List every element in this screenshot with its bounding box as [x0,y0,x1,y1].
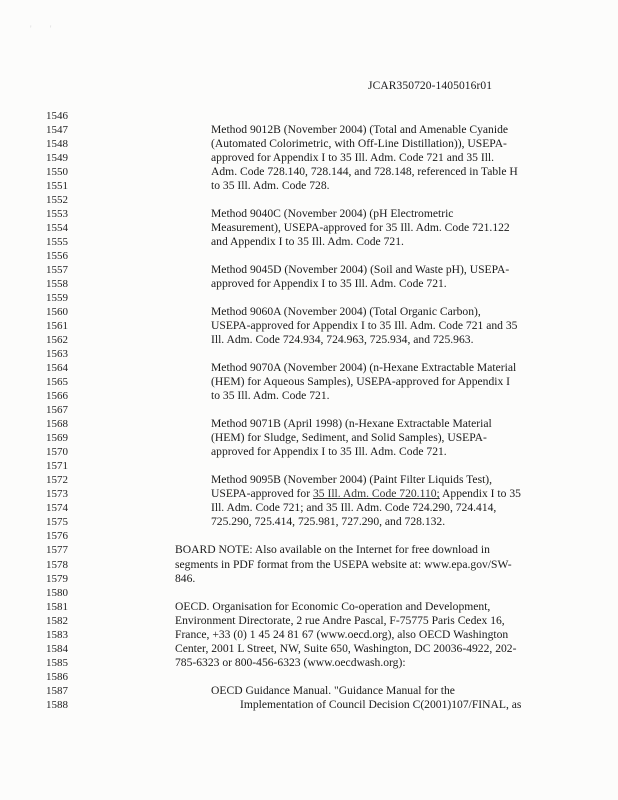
document-line [0,389,618,403]
line-number: 1588 [46,698,68,711]
line-text: to 35 Ill. Adm. Code 721. [211,389,330,403]
document-line [0,305,618,319]
line-text: segments in PDF format from the USEPA website at: www.epa.gov/SW- [175,557,512,571]
document-line [0,459,618,473]
line-number: 1558 [46,278,68,291]
line-text: OECD Guidance Manual. "Guidance Manual for the [211,683,455,697]
document-line [0,123,618,137]
line-number: 1546 [46,110,68,122]
line-number: 1567 [46,404,68,417]
line-number: 1578 [46,558,68,571]
line-text: Method 9045D (November 2004) (Soil and Waste pH), USEPA- [211,263,510,277]
line-text: 846. [175,571,196,585]
document-line [0,642,618,656]
document-line [0,319,618,333]
line-text: (HEM) for Aqueous Samples), USEPA-approved for Appendix I [211,375,511,389]
document-line [0,656,618,670]
line-text: BOARD NOTE: Also available on the Internet for free download in [175,543,490,557]
line-text: Environment Directorate, 2 rue Andre Pascal, F-75775 Paris Cedex 16, [175,613,505,627]
document-line [0,515,618,529]
line-number: 1586 [46,670,68,683]
line-text: Method 9071B (April 1998) (n-Hexane Extractable Material [211,417,492,431]
line-text-segment: Appendix I to 35 [439,487,521,501]
document-line [0,179,618,193]
line-number: 1565 [46,376,68,389]
line-number: 1587 [46,684,68,697]
line-number: 1573 [46,488,68,501]
line-number: 1556 [46,250,68,263]
document-line [0,628,618,642]
line-text: Method 9070A (November 2004) (n-Hexane Extractable Material [211,361,517,375]
numbered-lines [0,109,618,712]
line-number: 1569 [46,432,68,445]
document-line [0,137,618,151]
line-text: Measurement), USEPA-approved for 35 Ill. Adm. Code 721.122 [211,221,510,235]
document-line [0,473,618,487]
document-line [0,109,618,123]
line-number: 1563 [46,348,68,361]
line-text: approved for Appendix I to 35 Ill. Adm. Code 721. [211,277,447,291]
line-number: 1564 [46,362,68,375]
line-number: 1561 [46,320,68,333]
line-text: France, +33 (0) 1 45 24 81 67 (www.oecd.org), also OECD Washington [175,627,509,641]
line-text: Method 9040C (November 2004) (pH Electrometric [211,207,454,221]
line-number: 1549 [46,152,68,165]
line-text-segment: USEPA-approved for [211,487,313,501]
document-line [0,165,618,179]
line-number: 1568 [46,418,68,431]
line-number: 1575 [46,516,68,529]
line-number: 1562 [46,334,68,347]
document-line [0,614,618,628]
line-number: 1566 [46,390,68,403]
line-text: and Appendix I to 35 Ill. Adm. Code 721. [211,235,404,249]
line-text: Method 9095B (November 2004) (Paint Filter Liquids Test), [211,473,493,487]
document-line [0,698,618,712]
document-line [0,431,618,445]
document-line [0,361,618,375]
document-line [0,263,618,277]
line-number: 1553 [46,208,68,221]
document-line [0,151,618,165]
line-number: 1547 [46,124,68,137]
document-line [0,333,618,347]
line-number: 1581 [46,600,68,613]
line-number: 1580 [46,586,68,599]
line-text: approved for Appendix I to 35 Ill. Adm. Code 721. [211,445,447,459]
line-text: to 35 Ill. Adm. Code 728. [211,179,330,193]
line-text: Ill. Adm. Code 721; and 35 Ill. Adm. Code 724.290, 724.414, [211,501,497,515]
line-number: 1552 [46,194,68,207]
underlined-citation: 35 Ill. Adm. Code 720.110; [312,487,440,501]
line-text: Implementation of Council Decision C(2001)107/FINAL, as [240,697,522,711]
document-line [0,586,618,600]
document-line [0,221,618,235]
line-number: 1579 [46,572,68,585]
document-line [0,572,618,586]
document-line [0,347,618,361]
document-line [0,193,618,207]
document-line [0,529,618,543]
document-line [0,501,618,515]
document-line [0,403,618,417]
line-number: 1554 [46,222,68,235]
line-text: Method 9060A (November 2004) (Total Organic Carbon), [211,305,481,319]
document-line [0,445,618,459]
line-number: 1570 [46,446,68,459]
document-line [0,417,618,431]
document-line [0,375,618,389]
document-line [0,543,618,557]
document-line [0,600,618,614]
line-number: 1555 [46,236,68,249]
line-number: 1582 [46,614,68,627]
line-number: 1571 [46,460,68,473]
document-line [0,670,618,684]
line-number: 1548 [46,138,68,151]
line-text: OECD. Organisation for Economic Co-operation and Development, [175,599,491,613]
line-number: 1583 [46,628,68,641]
line-number: 1574 [46,502,68,515]
line-number: 1577 [46,544,68,557]
line-text: USEPA-approved for Appendix I to 35 Ill. Adm. Code 721 and 35 [211,319,518,333]
line-number: 1572 [46,474,68,487]
scan-corner-mark: ' ' [30,24,60,34]
document-line [0,684,618,698]
line-number: 1560 [46,306,68,319]
document-line [0,235,618,249]
document-line [0,558,618,572]
line-number: 1585 [46,656,68,669]
document-line [0,277,618,291]
line-text: (Automated Colorimetric, with Off-Line Distillation)), USEPA- [211,137,507,151]
line-text: Adm. Code 728.140, 728.144, and 728.148, referenced in Table H [211,165,518,179]
line-text: 725.290, 725.414, 725.981, 727.290, and 728.132. [211,515,446,529]
line-text: Ill. Adm. Code 724.934, 724.963, 725.934, and 725.963. [211,333,474,347]
line-number: 1550 [46,166,68,179]
line-text: 785-6323 or 800-456-6323 (www.oecdwash.org): [175,655,406,669]
line-text: Center, 2001 L Street, NW, Suite 650, Washington, DC 20036-4922, 202- [175,641,517,655]
line-number: 1584 [46,642,68,655]
document-id-header: JCAR350720-1405016r01 [368,80,493,92]
document-line [0,207,618,221]
document-line [0,291,618,305]
document-line [0,249,618,263]
line-text [211,487,521,501]
line-text: (HEM) for Sludge, Sediment, and Solid Samples), USEPA- [211,431,487,445]
document-line [0,487,618,501]
line-number: 1551 [46,180,68,193]
line-text: Method 9012B (November 2004) (Total and Amenable Cyanide [211,123,509,137]
line-text: approved for Appendix I to 35 Ill. Adm. Code 721 and 35 Ill. [211,151,495,165]
line-number: 1559 [46,292,68,305]
line-number: 1576 [46,530,68,543]
line-number: 1557 [46,264,68,277]
